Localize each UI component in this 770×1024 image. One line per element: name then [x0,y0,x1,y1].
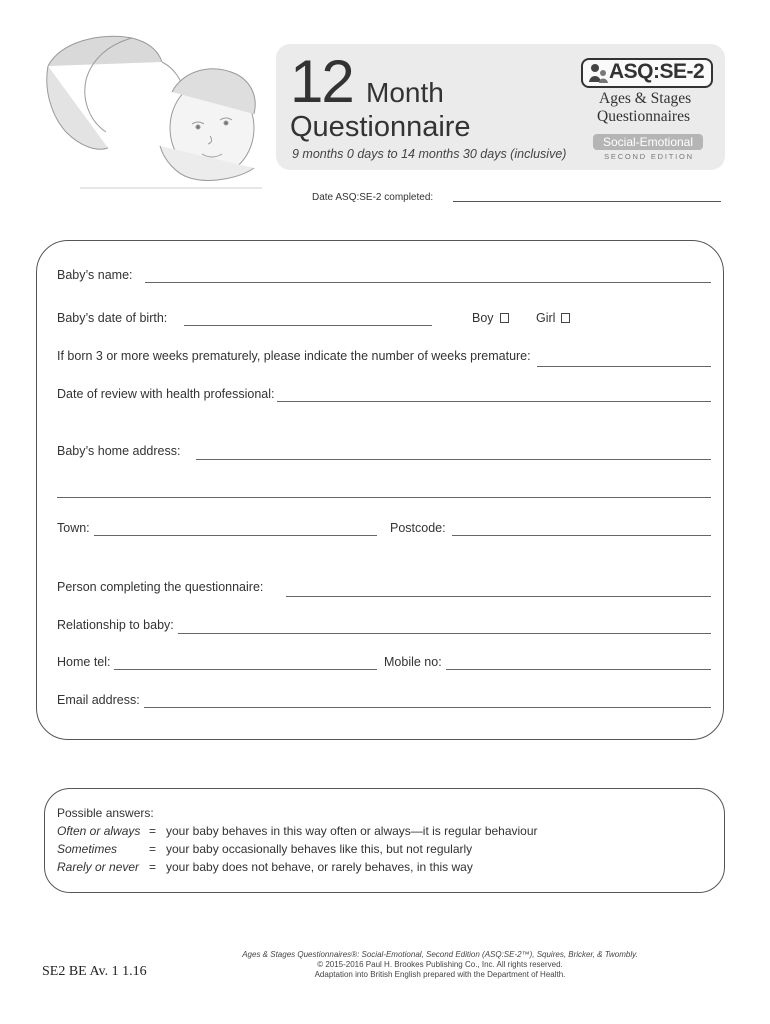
postcode-label: Postcode: [390,521,446,535]
address-line-1-field[interactable] [196,459,711,460]
mobile-field[interactable] [446,669,711,670]
dob-label: Baby’s date of birth [57,311,164,325]
possible-answers-title: Possible answers: [57,806,154,820]
dob-field[interactable] [184,325,432,326]
review-date-field[interactable] [277,401,711,402]
address-row: Baby’s home address: [57,444,181,458]
copyright-line-3: Adaptation into British English prepared with the Department of Health. [314,970,566,979]
person-row: Person completing the questionnaire: [57,580,264,594]
answer-term: Sometimes [57,842,118,856]
boy-label: Boy [472,311,494,325]
email-field[interactable] [144,707,711,708]
answer-row [57,824,538,838]
girl-label: Girl [536,311,556,325]
form-code: SE2 BE Av. 1 1.16 [42,964,147,979]
email-label: Email address: [57,693,140,707]
mother-baby-illustration [40,28,262,194]
premature-label: If born 3 or more weeks prematurely, please indicate the number of weeks premature: [57,349,531,363]
person-completing-label: Person completing the questionnaire [57,580,260,594]
answer-row [57,842,472,856]
logo-social-emotional-band [593,134,703,150]
copyright-line-2: © 2015-2016 Paul H. Brookes Publishing Co., Inc. All rights reserved. [317,960,563,969]
answer-equals: = [149,842,157,856]
baby-name-row: Baby’s name: [57,268,133,282]
date-completed-label: Date ASQ:SE-2 completed: [312,192,434,203]
answer-row [57,860,473,874]
answer-description: your baby occasionally behaves like this, but not regularly [166,842,473,856]
date-completed-field[interactable] [453,201,721,202]
logo-questionnaires-line: Questionnaires [597,108,690,125]
logo-band-text: Social-Emotional [602,135,694,149]
review-date-label: Date of review with health professional: [57,387,275,401]
girl-option[interactable] [536,311,570,325]
baby-name-label: Baby’s name [57,268,130,282]
town-field[interactable] [94,535,377,536]
family-figure-icon [587,62,609,84]
town-label: Town: [57,521,90,535]
home-tel-field[interactable] [114,669,377,670]
answer-description: your baby does not behave, or rarely behaves, in this way [166,860,473,874]
answer-equals: = [149,824,157,838]
age-number: 12 [290,48,353,115]
answer-term: Often or always [57,824,141,838]
girl-checkbox[interactable] [561,313,570,323]
relationship-label: Relationship to baby: [57,618,174,632]
possible-answers-box [44,788,725,893]
relationship-field[interactable] [178,633,711,634]
boy-checkbox[interactable] [500,313,509,323]
logo-edition-text: SECOND EDITION [604,152,694,161]
copyright-line-1: Ages & Stages Questionnaires®: Social-Emotional, Second Edition (ASQ:SE-2™), Squires, Bricker, & Twombly. [242,950,638,959]
mobile-label: Mobile no: [384,655,442,669]
month-word: Month [366,77,444,108]
boy-option[interactable] [472,311,509,325]
answer-description: your baby behaves in this way often or always—it is regular behaviour [166,824,538,838]
address-line-2-field[interactable] [57,497,711,498]
logo-ages-line: Ages & Stages [599,90,692,107]
questionnaire-title: Questionnaire [290,111,471,143]
premature-weeks-field[interactable] [537,366,711,367]
age-range-text: 9 months 0 days to 14 months 30 days (inclusive) [292,147,567,161]
baby-name-field[interactable] [145,282,711,283]
address-label: Baby’s home address [57,444,177,458]
answer-term: Rarely or never [57,860,140,874]
dob-row: Baby’s date of birth: [57,311,168,325]
person-completing-field[interactable] [286,596,711,597]
asq-logo-text: ASQ:SE-2 [609,60,705,83]
postcode-field[interactable] [452,535,711,536]
home-tel-label: Home tel: [57,655,111,669]
answer-equals: = [149,860,157,874]
